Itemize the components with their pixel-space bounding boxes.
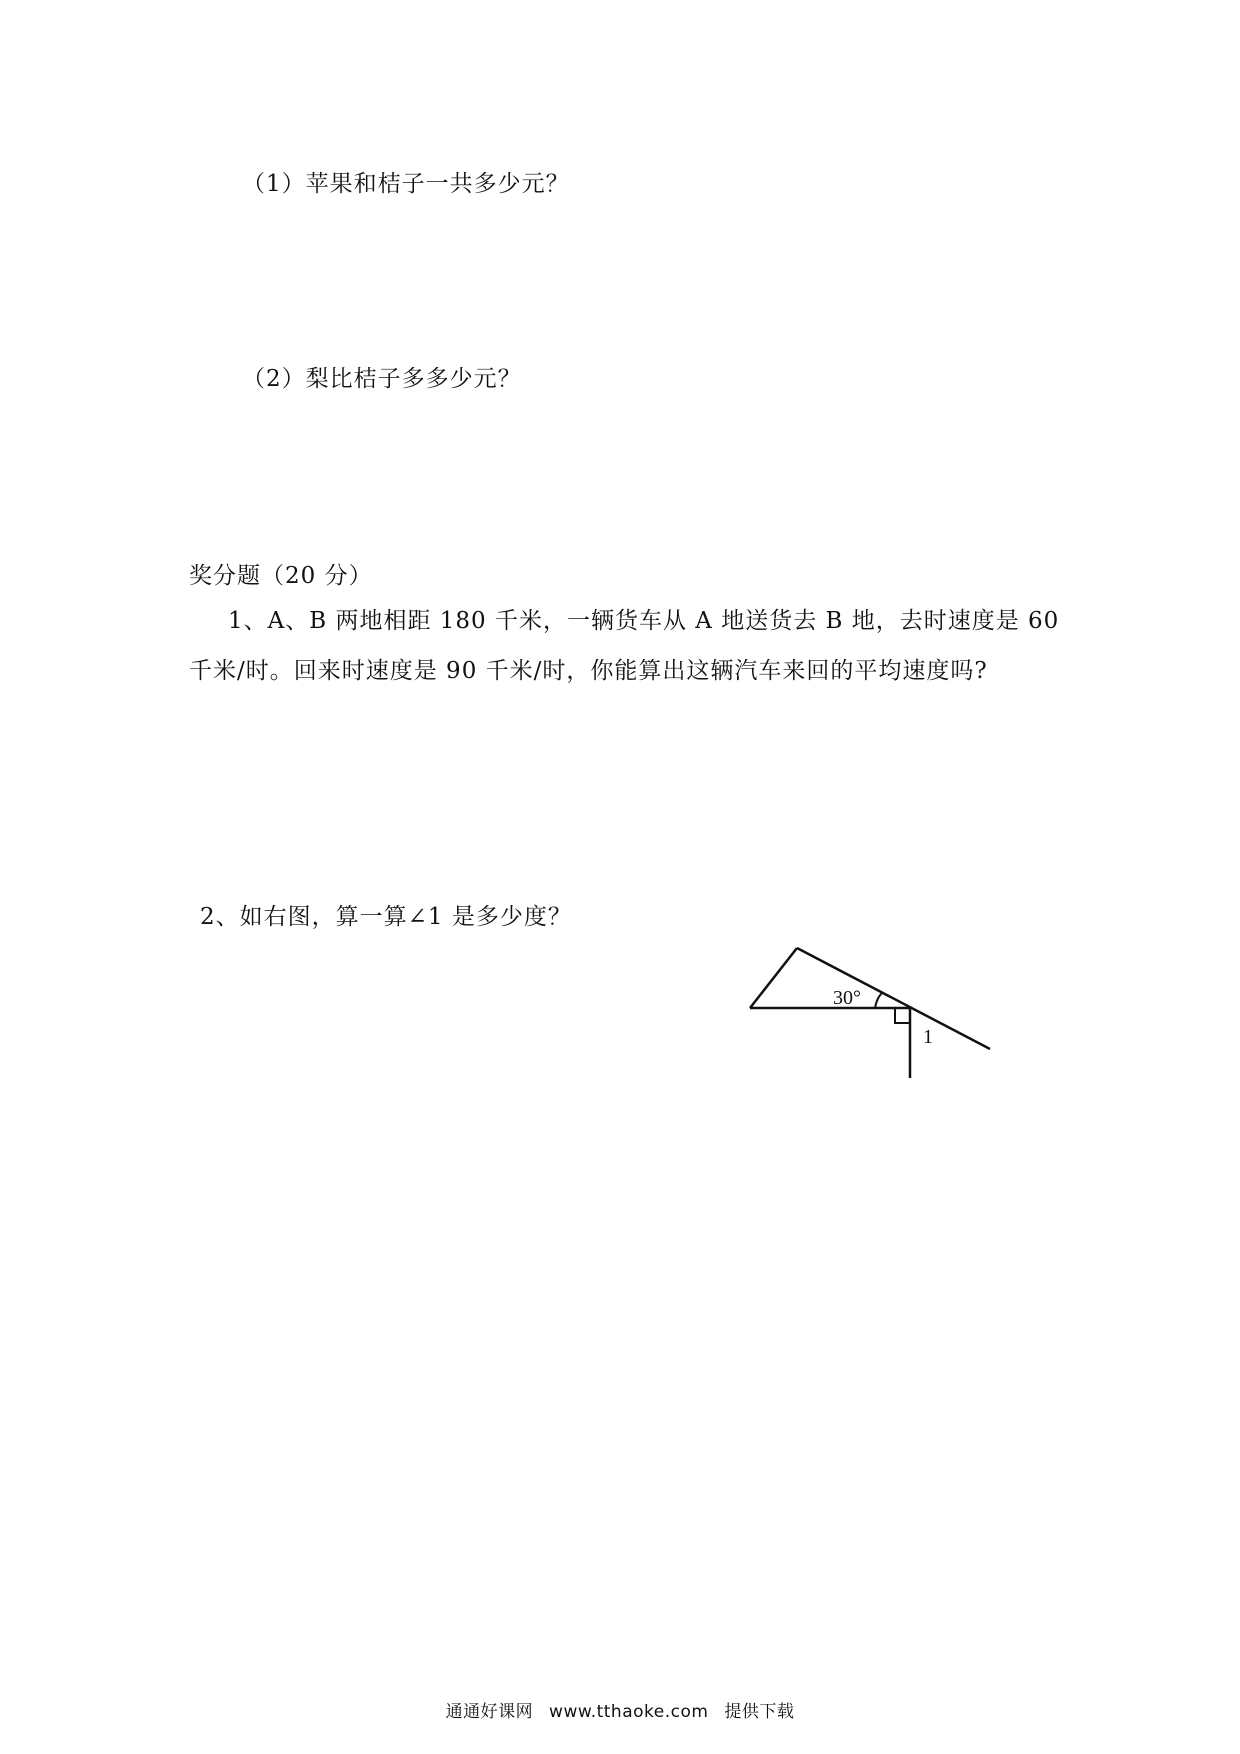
bonus-section-heading: 奖分题（20 分） bbox=[189, 563, 373, 589]
angle-1-label: 1 bbox=[923, 1026, 933, 1048]
angle-diagram bbox=[745, 935, 1005, 1095]
question-part-1: （1）苹果和桔子一共多少元？ bbox=[242, 171, 570, 197]
triangle-left-side bbox=[750, 948, 797, 1008]
right-angle-marker bbox=[895, 1008, 910, 1023]
angle-arc bbox=[875, 992, 883, 1008]
angle-30-label: 30° bbox=[833, 987, 861, 1009]
footer-url: www.tthaoke.com bbox=[549, 1702, 709, 1722]
page-footer bbox=[0, 1697, 1240, 1722]
bonus-question-2: 2、如右图，算一算∠1 是多少度？ bbox=[200, 904, 572, 930]
footer-suffix: 提供下载 bbox=[724, 1702, 795, 1722]
question-part-2: （2）梨比桔子多多少元？ bbox=[242, 366, 522, 392]
triangle-hypotenuse-line bbox=[797, 948, 990, 1049]
bonus-question-1-line-1: 1、A、B 两地相距 180 千米，一辆货车从 A 地送货去 B 地，去时速度是 60 bbox=[228, 608, 1060, 634]
bonus-question-1-line-2: 千米/时。回来时速度是 90 千米/时，你能算出这辆汽车来回的平均速度吗? bbox=[189, 658, 988, 684]
footer-site-name: 通通好课网 bbox=[445, 1702, 534, 1722]
